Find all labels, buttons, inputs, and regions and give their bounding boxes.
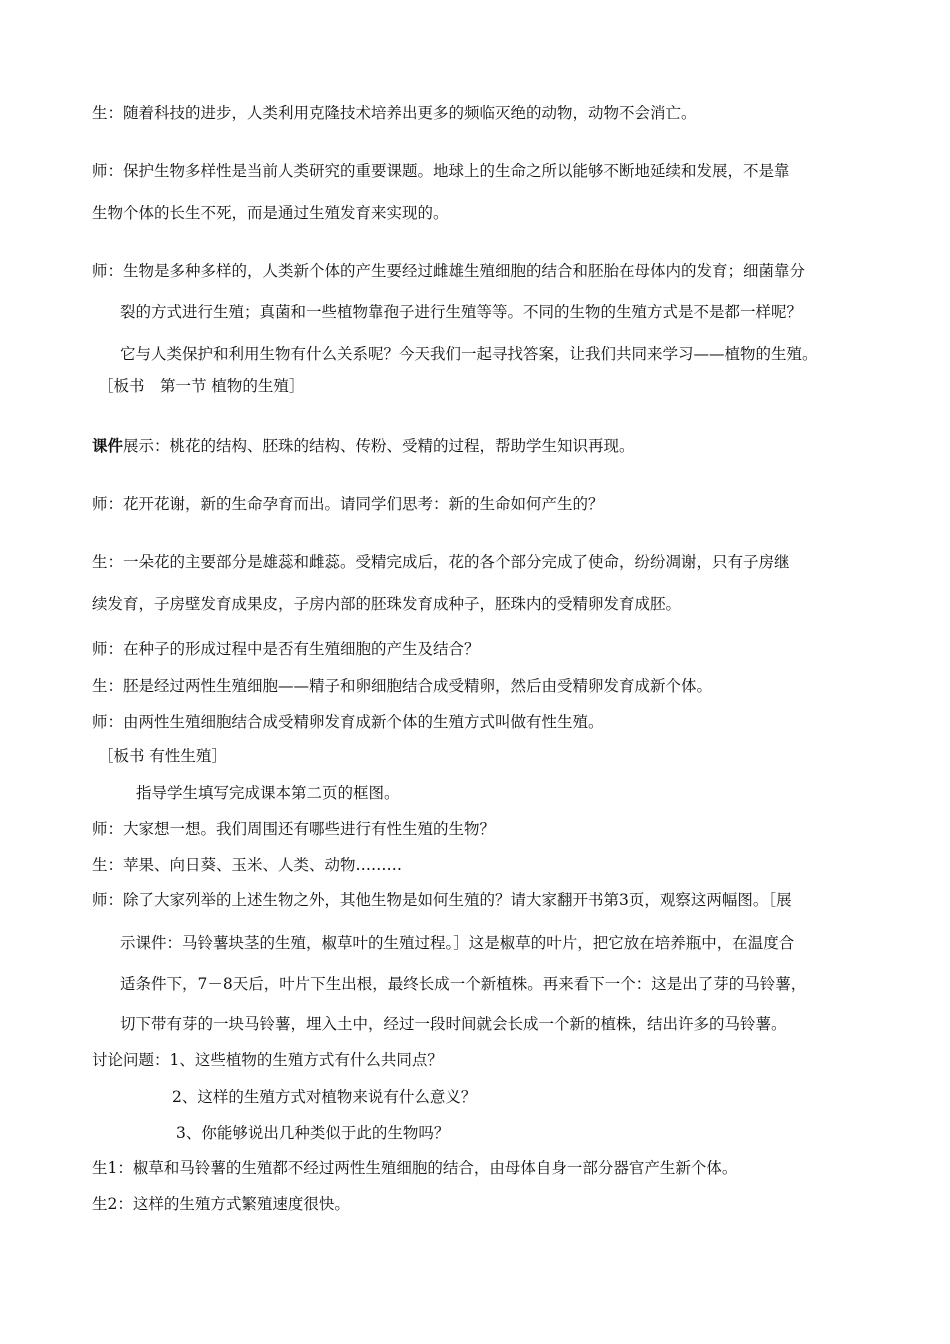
paragraph-line: 适条件下，7－8天后，叶片下生出根，最终长成一个新植株。再来看下一个：这是出了芽的马铃薯， bbox=[120, 975, 807, 993]
paragraph-line: 师：花开花谢，新的生命孕育而出。请同学们思考：新的生命如何产生的？ bbox=[92, 495, 604, 513]
paragraph-line: 它与人类保护和利用生物有什么关系呢？今天我们一起寻找答案，让我们共同来学习——植物的生殖。 bbox=[120, 345, 818, 363]
paragraph-line: 生：一朵花的主要部分是雄蕊和雌蕊。受精完成后，花的各个部分完成了使命，纷纷凋谢，只有子房继 bbox=[92, 553, 790, 571]
paragraph-line: 讨论问题：1、这些植物的生殖方式有什么共同点？ bbox=[92, 1051, 443, 1069]
paragraph-line: 裂的方式进行生殖；真菌和一些植物靠孢子进行生殖等等。不同的生物的生殖方式是不是都一样呢？ bbox=[120, 303, 803, 321]
paragraph-line: 师：在种子的形成过程中是否有生殖细胞的产生及结合？ bbox=[92, 640, 480, 658]
paragraph-line: 指导学生填写完成课本第二页的框图。 bbox=[136, 784, 400, 802]
paragraph-line: 切下带有芽的一块马铃薯，埋入土中，经过一段时间就会长成一个新的植株，结出许多的马铃薯。 bbox=[120, 1015, 787, 1033]
courseware-text: 展示：桃花的结构、胚珠的结构、传粉、受精的过程，帮助学生知识再现。 bbox=[123, 437, 635, 455]
paragraph-line: 生：随着科技的进步，人类利用克隆技术培养出更多的频临灭绝的动物，动物不会消亡。 bbox=[92, 104, 697, 122]
paragraph-line bbox=[92, 436, 635, 456]
board-note: ［板书 有性生殖］ bbox=[98, 747, 227, 765]
paragraph-line: 续发育，子房壁发育成果皮，子房内部的胚珠发育成种子，胚珠内的受精卵发育成胚。 bbox=[92, 595, 682, 613]
paragraph-line: 师：大家想一想。我们周围还有哪些进行有性生殖的生物？ bbox=[92, 820, 496, 838]
list-item: 2、这样的生殖方式对植物来说有什么意义？ bbox=[172, 1088, 477, 1106]
paragraph-line: 师：保护生物多样性是当前人类研究的重要课题。地球上的生命之所以能够不断地延续和发展，不是靠 bbox=[92, 162, 790, 180]
paragraph-line: 示课件：马铃薯块茎的生殖，椒草叶的生殖过程。］这是椒草的叶片，把它放在培养瓶中，在温度合 bbox=[120, 934, 795, 952]
list-item: 3、你能够说出几种类似于此的生物吗？ bbox=[176, 1124, 450, 1142]
paragraph-line: 生2：这样的生殖方式繁殖速度很快。 bbox=[92, 1195, 350, 1213]
board-note: ［板书 第一节 植物的生殖］ bbox=[98, 377, 305, 395]
paragraph-line: 生：苹果、向日葵、玉米、人类、动物……… bbox=[92, 856, 403, 874]
paragraph-line: 生：胚是经过两性生殖细胞——精子和卵细胞结合成受精卵，然后由受精卵发育成新个体。 bbox=[92, 677, 713, 695]
paragraph-line: 生1：椒草和马铃薯的生殖都不经过两性生殖细胞的结合，由母体自身一部分器官产生新个体。 bbox=[92, 1159, 738, 1177]
courseware-label: 课件 bbox=[92, 436, 124, 455]
paragraph-line: 师：除了大家列举的上述生物之外，其他生物是如何生殖的？请大家翻开书第3页，观察这两幅图。［展 bbox=[92, 891, 792, 909]
paragraph-line: 师：生物是多种多样的，人类新个体的产生要经过雌雄生殖细胞的结合和胚胎在母体内的发育；细菌靠分 bbox=[92, 262, 806, 280]
paragraph-line: 师：由两性生殖细胞结合成受精卵发育成新个体的生殖方式叫做有性生殖。 bbox=[92, 713, 604, 731]
paragraph-line: 生物个体的长生不死，而是通过生殖发育来实现的。 bbox=[92, 204, 449, 222]
